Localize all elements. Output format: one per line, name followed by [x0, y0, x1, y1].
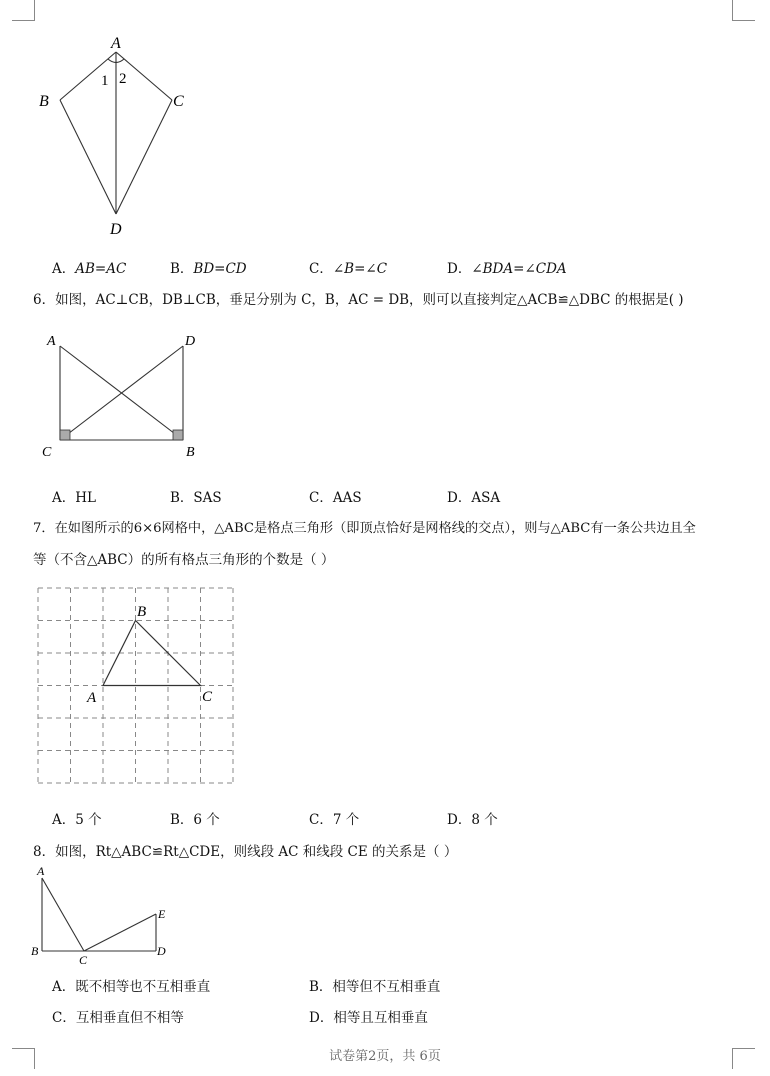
option-text: 互相垂直但不相等 [75, 1010, 184, 1026]
option-text: AAS [332, 490, 362, 506]
option-text: ∠B=∠C [332, 261, 388, 277]
option-letter: B． [309, 979, 333, 995]
page-footer: 试卷第2页，共 6页 [329, 1049, 441, 1064]
q6-option-a[interactable] [52, 486, 96, 506]
q8-label-E: E [158, 907, 166, 921]
option-letter: D． [447, 490, 472, 506]
option-letter: C． [309, 490, 333, 506]
q7-figure-grid [30, 580, 245, 790]
q7-option-d[interactable] [447, 808, 498, 828]
q7-option-a[interactable] [52, 808, 102, 828]
crop-mark-top-left [12, 0, 35, 21]
option-letter: B． [170, 490, 194, 506]
q6-option-c[interactable] [309, 486, 362, 506]
q5-option-c[interactable] [309, 257, 387, 277]
q8-stem: 8．如图，Rt△ABC≌Rt△CDE，则线段 AC 和线段 CE 的关系是（ ） [33, 844, 458, 860]
q7-option-c[interactable] [309, 808, 359, 828]
q7-option-b[interactable] [170, 808, 220, 828]
q6-option-b[interactable] [170, 486, 222, 506]
q6-figure-rectangle [36, 328, 206, 463]
q5-option-a[interactable] [52, 257, 126, 277]
option-text: HL [75, 490, 96, 506]
option-letter: A． [52, 812, 76, 828]
q8-option-d[interactable] [309, 1006, 428, 1026]
option-text: ASA [471, 490, 501, 506]
option-text: 相等但不互相垂直 [332, 979, 441, 995]
q8-label-C: C [79, 953, 88, 967]
q6-right-angle-c [60, 430, 70, 440]
q6-label-A: A [47, 334, 56, 349]
crop-mark-top-right [732, 0, 755, 21]
q8-option-a[interactable] [52, 975, 210, 995]
q7-label-C: C [202, 689, 213, 705]
q7-label-B: B [137, 604, 147, 620]
option-letter: D． [447, 261, 472, 277]
option-text: 相等且互相垂直 [333, 1010, 428, 1026]
q8-option-c[interactable] [52, 1006, 184, 1026]
q5-label-C: C [173, 93, 184, 110]
option-letter: A． [52, 979, 76, 995]
option-letter: A． [52, 490, 76, 506]
option-text: 既不相等也不互相垂直 [75, 979, 211, 995]
option-text: SAS [193, 490, 222, 506]
q7-stem-line2: 等（不含△ABC）的所有格点三角形的个数是（ ） [33, 552, 335, 568]
option-letter: C． [52, 1010, 76, 1026]
option-letter: C． [309, 261, 333, 277]
option-text: 6 个 [193, 812, 220, 828]
option-text: 5 个 [75, 812, 102, 828]
option-text: BD=CD [193, 261, 247, 277]
option-letter: B． [170, 261, 194, 277]
q5-figure-kite [30, 30, 200, 240]
q5-label-A: A [111, 35, 121, 52]
q6-label-D: D [185, 334, 196, 349]
option-text: 7 个 [332, 812, 360, 828]
q7-stem-line1: 7．在如图所示的6×6网格中，△ABC是格点三角形（即顶点恰好是网格线的交点），则与△ABC有一条公共边且全 [33, 521, 696, 536]
option-text: AB=AC [75, 261, 127, 277]
q8-figure-triangles [28, 862, 178, 967]
q6-label-C: C [42, 445, 52, 460]
q5-angle-2: 2 [119, 71, 127, 87]
option-letter: D． [447, 812, 472, 828]
q6-label-B: B [186, 445, 195, 460]
q5-label-D: D [110, 221, 122, 238]
q6-option-d[interactable] [447, 486, 500, 506]
q7-label-A: A [87, 690, 97, 706]
option-letter: A． [52, 261, 76, 277]
q5-label-B: B [39, 93, 49, 110]
option-letter: B． [170, 812, 194, 828]
q8-label-B: B [31, 944, 39, 958]
q5-option-b[interactable] [170, 257, 247, 277]
q6-right-angle-b [173, 430, 183, 440]
option-text: 8 个 [471, 812, 498, 828]
q5-angle-1: 1 [101, 73, 109, 89]
option-letter: C． [309, 812, 333, 828]
q8-label-A: A [37, 864, 45, 878]
q6-stem: 6．如图，AC⊥CB，DB⊥CB，垂足分别为 C，B，AC = DB，则可以直接判定△ACB≌△DBC 的根据是( ) [33, 292, 684, 308]
option-letter: D． [309, 1010, 334, 1026]
option-text: ∠BDA=∠CDA [471, 261, 567, 277]
q5-option-d[interactable] [447, 257, 567, 277]
q8-option-b[interactable] [309, 975, 440, 995]
q8-label-D: D [157, 944, 166, 958]
